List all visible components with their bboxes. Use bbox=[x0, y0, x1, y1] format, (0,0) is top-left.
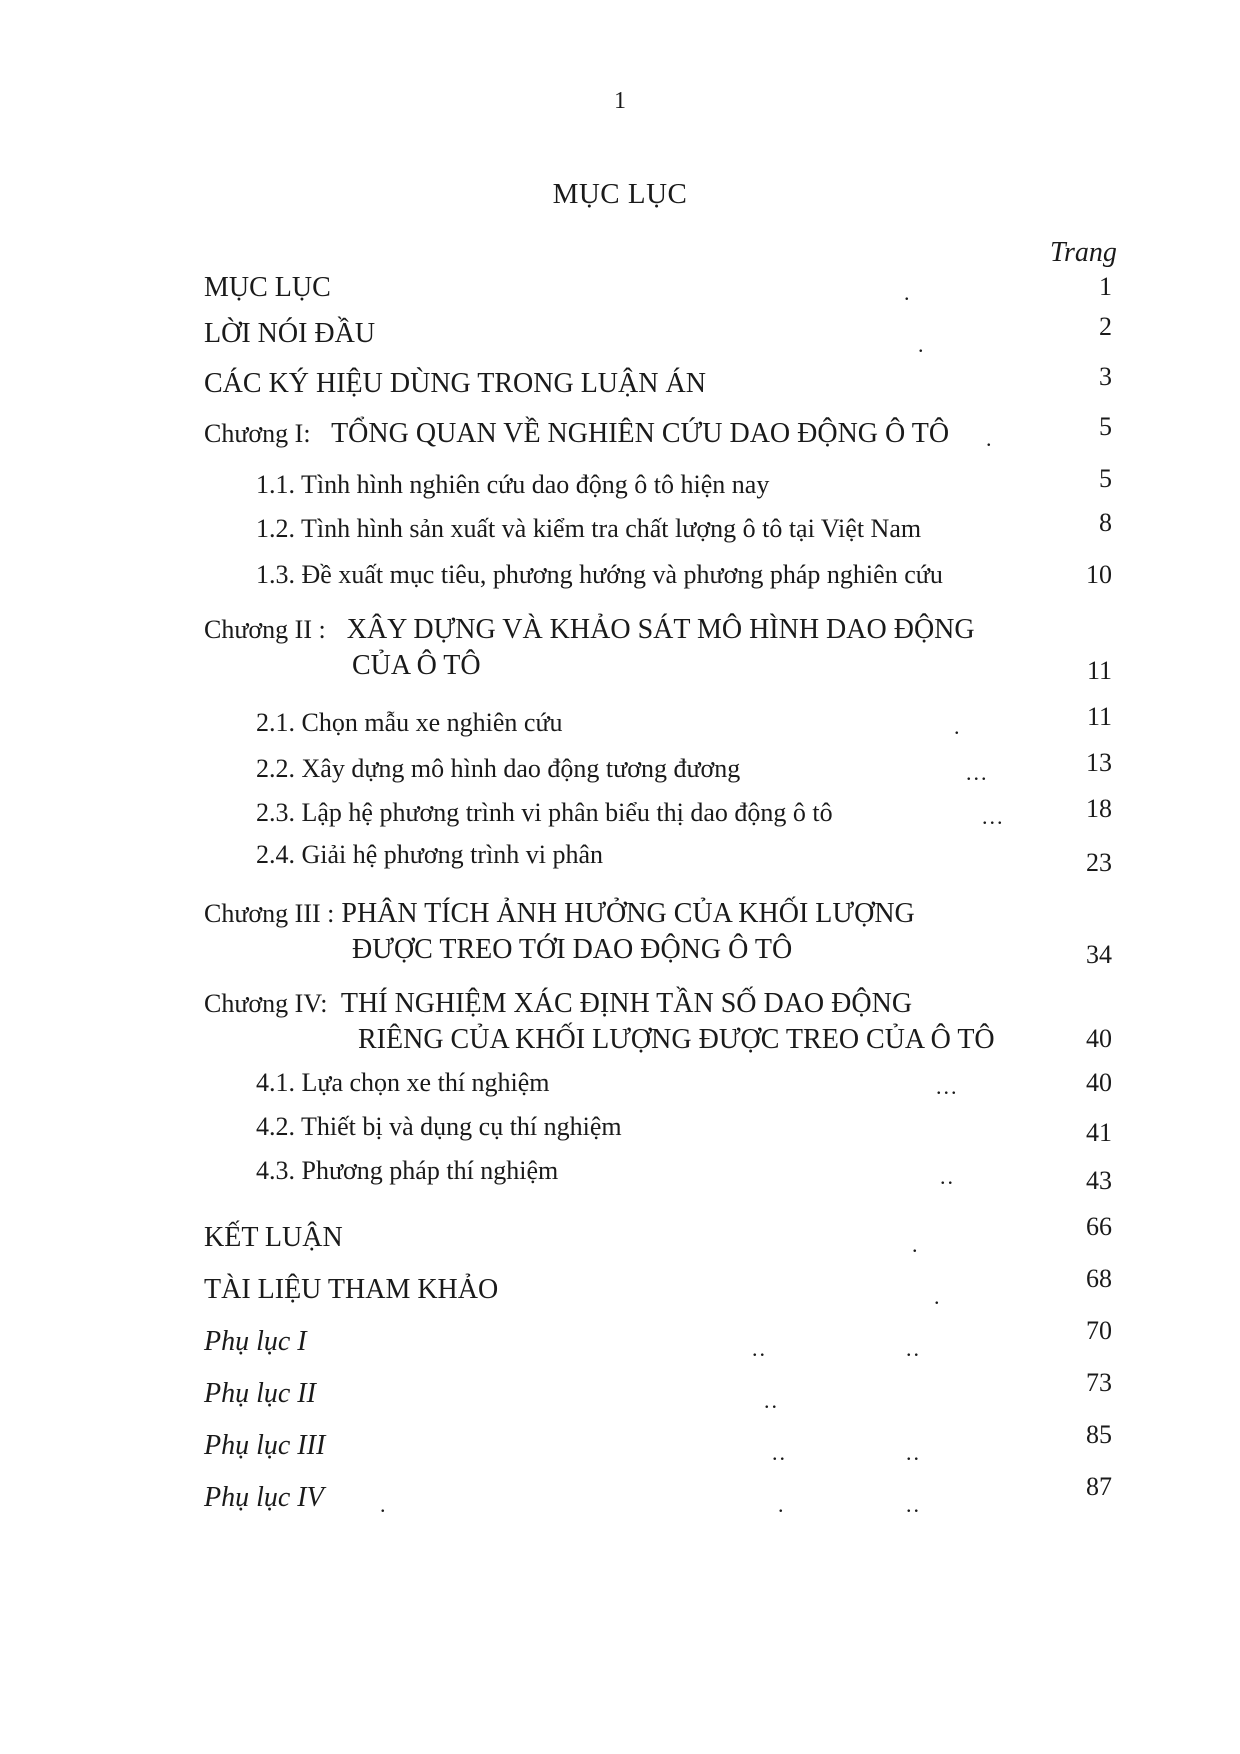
toc-leader-dots: .. bbox=[906, 1336, 921, 1361]
toc-entry-title: LỜI NÓI ĐẦU bbox=[204, 318, 376, 349]
toc-page-number: 1 bbox=[1099, 272, 1112, 301]
chapter-title-continued: ĐƯỢC TREO TỚI DAO ĐỘNG Ô TÔ bbox=[352, 934, 793, 965]
toc-page-number: 10 bbox=[1086, 560, 1112, 589]
toc-leader-dots: .. bbox=[906, 1440, 921, 1465]
toc-page-number: 66 bbox=[1086, 1212, 1112, 1241]
toc-entry-title: 4.2. Thiết bị và dụng cụ thí nghiệm bbox=[256, 1112, 622, 1141]
chapter-title-continued: RIÊNG CỦA KHỐI LƯỢNG ĐƯỢC TREO CỦA Ô TÔ bbox=[358, 1024, 995, 1055]
chapter-title: PHÂN TÍCH ẢNH HƯỞNG CỦA KHỐI LƯỢNG bbox=[341, 898, 915, 929]
chapter-prefix: Chương II : bbox=[204, 615, 326, 644]
toc-page-number: 68 bbox=[1086, 1264, 1112, 1293]
toc-entry-title bbox=[204, 614, 975, 646]
toc-page-number: 11 bbox=[1086, 702, 1112, 731]
toc-page-number: 13 bbox=[1086, 748, 1112, 777]
toc-entry-title: 4.3. Phương pháp thí nghiệm bbox=[256, 1156, 559, 1185]
toc-page-number: 5 bbox=[1099, 464, 1112, 493]
toc-entry-title bbox=[204, 988, 912, 1020]
toc-leader-dots: . bbox=[918, 332, 926, 357]
toc-page-number: 70 bbox=[1086, 1316, 1112, 1345]
toc-page-number: 40 bbox=[1086, 1024, 1112, 1053]
toc-entry-title: 1.2. Tình hình sản xuất và kiểm tra chất lượng ô tô tại Việt Nam bbox=[256, 514, 922, 543]
toc-page-number: 5 bbox=[1099, 412, 1112, 441]
toc-page-number: 73 bbox=[1086, 1368, 1112, 1397]
page-column-header: Trang bbox=[1050, 237, 1117, 268]
toc-entry-title: Phụ lục III bbox=[204, 1430, 326, 1461]
toc-page-number: 34 bbox=[1086, 940, 1112, 969]
chapter-title: TỔNG QUAN VỀ NGHIÊN CỨU DAO ĐỘNG Ô TÔ bbox=[331, 418, 950, 449]
toc-page-number: 23 bbox=[1086, 848, 1112, 877]
toc-entry-title: 2.3. Lập hệ phương trình vi phân biểu thị dao động ô tô bbox=[256, 798, 833, 827]
toc-entry-title: 1.3. Đề xuất mục tiêu, phương hướng và phương pháp nghiên cứu bbox=[256, 560, 943, 589]
toc-page-number: 87 bbox=[1086, 1472, 1112, 1501]
toc-leader-dots: . bbox=[934, 1284, 942, 1309]
toc-leader-dots: ... bbox=[982, 804, 1005, 829]
toc-leader-dots: . bbox=[954, 714, 962, 739]
toc-leader-dots: .. bbox=[940, 1164, 955, 1189]
chapter-prefix: Chương III : bbox=[204, 899, 335, 928]
toc-page-number: 85 bbox=[1086, 1420, 1112, 1449]
toc-entry-title: Phụ lục IV bbox=[204, 1482, 324, 1513]
toc-entry-title: 4.1. Lựa chọn xe thí nghiệm bbox=[256, 1068, 550, 1097]
toc-leader-dots: . bbox=[904, 280, 912, 305]
toc-page-number: 40 bbox=[1086, 1068, 1112, 1097]
toc-entry-title: MỤC LỤC bbox=[204, 272, 331, 303]
toc-entry-title: Phụ lục I bbox=[204, 1326, 307, 1357]
toc-leader-dots: .. bbox=[752, 1336, 767, 1361]
toc-entry-title: 2.4. Giải hệ phương trình vi phân bbox=[256, 840, 604, 869]
toc-page-number: 41 bbox=[1086, 1118, 1112, 1147]
toc-leader-dots: .. bbox=[906, 1492, 921, 1517]
toc-leader-dots: .. bbox=[764, 1388, 779, 1413]
toc-leader-dots: . bbox=[912, 1232, 920, 1257]
chapter-prefix: Chương IV: bbox=[204, 989, 328, 1018]
toc-page-number: 8 bbox=[1099, 508, 1112, 537]
toc-leader-dots: . bbox=[380, 1492, 388, 1517]
toc-page-number: 18 bbox=[1086, 794, 1112, 823]
toc-page-number: 11 bbox=[1086, 656, 1112, 685]
toc-leader-dots: .. bbox=[772, 1440, 787, 1465]
document-title: MỤC LỤC bbox=[552, 178, 688, 210]
toc-entry-title: 1.1. Tình hình nghiên cứu dao động ô tô hiện nay bbox=[256, 470, 770, 499]
toc-entry-title: 2.2. Xây dựng mô hình dao động tương đương bbox=[256, 754, 741, 783]
toc-leader-dots: ... bbox=[966, 760, 989, 785]
chapter-title: XÂY DỰNG VÀ KHẢO SÁT MÔ HÌNH DAO ĐỘNG bbox=[346, 614, 975, 645]
toc-entry-title: KẾT LUẬN bbox=[204, 1222, 343, 1253]
page-number: 1 bbox=[614, 88, 626, 114]
chapter-title: THÍ NGHIỆM XÁC ĐỊNH TẦN SỐ DAO ĐỘNG bbox=[340, 988, 913, 1019]
toc-entry-title: TÀI LIỆU THAM KHẢO bbox=[204, 1274, 499, 1305]
toc-entry-title: CÁC KÝ HIỆU DÙNG TRONG LUẬN ÁN bbox=[204, 368, 706, 399]
toc-leader-dots: . bbox=[986, 426, 994, 451]
chapter-title-continued: CỦA Ô TÔ bbox=[352, 650, 481, 681]
toc-entry-title: 2.1. Chọn mẫu xe nghiên cứu bbox=[256, 708, 563, 737]
toc-entry-title: Phụ lục II bbox=[204, 1378, 316, 1409]
toc-page-number: 43 bbox=[1086, 1166, 1112, 1195]
toc-entry-title bbox=[204, 418, 949, 450]
toc-leader-dots: ... bbox=[936, 1074, 959, 1099]
toc-page-number: 3 bbox=[1099, 362, 1112, 391]
toc-leader-dots: . bbox=[778, 1492, 786, 1517]
chapter-prefix: Chương I: bbox=[204, 419, 311, 448]
toc-page-number: 2 bbox=[1099, 312, 1112, 341]
toc-entry-title bbox=[204, 898, 915, 930]
